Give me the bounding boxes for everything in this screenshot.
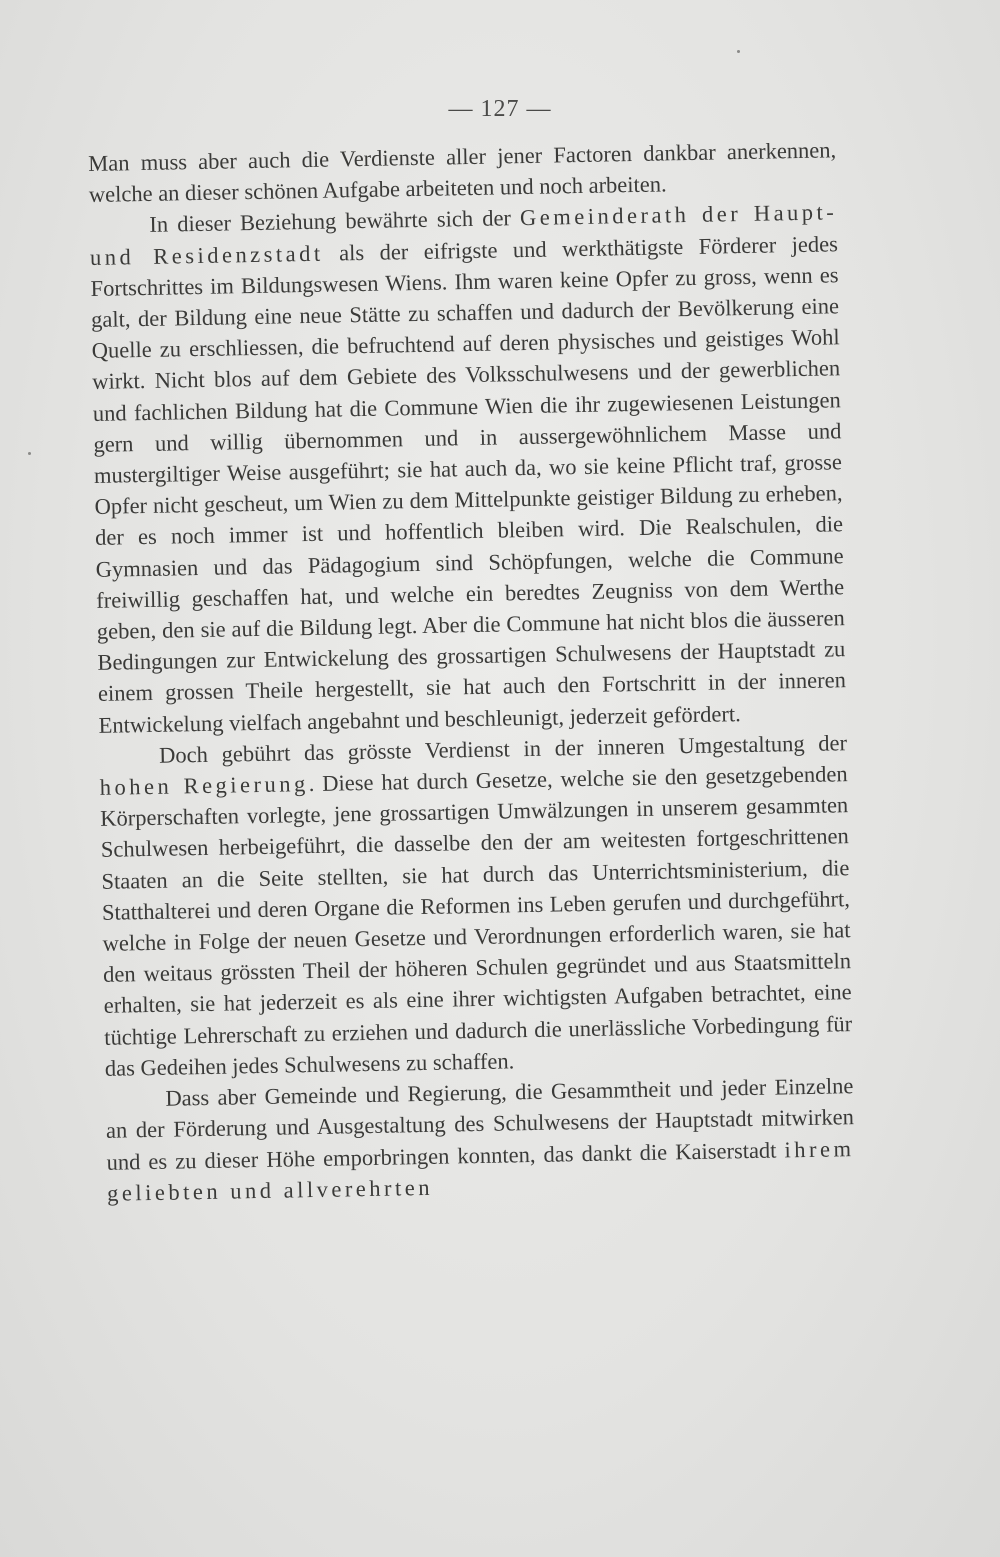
- text-run: Doch gebührt das grösste Verdienst in der inneren Umgestaltung der: [158, 730, 848, 768]
- paragraph: [89, 197, 847, 741]
- body-text: [88, 134, 855, 1208]
- text-run: In dieser Beziehung bewährte sich der: [149, 205, 521, 238]
- paper-speck: [737, 50, 740, 53]
- text-run: Dass aber Gemeinde und Regierung, die Gesammtheit und jeder Einzelne an der Förderung und Ausgestaltung des Schulwesens der Hauptstadt mitwirken und es zu dieser Höhe emporbringen konnten, das dankt die Kaiserstadt: [105, 1073, 855, 1175]
- text-run: . Diese hat durch Gesetze, welche sie den gesetzgebenden Körperschaften vorlegte, jene grossartigen Umwälzungen in unserem gesammten Schulwesen herbeigeführt, die dasselbe den der am weitesten fortgeschrittenen Staaten an die Seite stellten, sie hat durch das Unterrichtsministerium, die Statthalterei und deren Organe die Reformen ins Leben gerufen und durchgeführt, welche in Folge der neuen Gesetze und Verordnungen erforderlich waren, sie hat den weitaus grössten Theil der höheren Schulen gegründet und aus Staatsmitteln erhalten, sie hat jederzeit es als eine ihrer wichtigsten Aufgaben betrachtet, eine tüchtige Lehrerschaft zu erziehen und dadurch die unerlässliche Vorbedingung für das Gedeihen jedes Schulwesens zu schaffen.: [100, 761, 853, 1081]
- text-run: Man muss aber auch die Verdienste aller jener Factoren dankbar anerkennen, welche an dieser schönen Aufgabe arbeiteten und noch arbeiten.: [88, 137, 837, 208]
- paper-speck: [28, 452, 31, 455]
- emphasized-text: hohen Regierung: [99, 771, 309, 800]
- page-number: — 127 —: [448, 96, 552, 122]
- paragraph: [99, 727, 853, 1084]
- paragraph: [105, 1070, 855, 1208]
- text-run: als der eifrigste und werkthätigste Förderer jedes Fortschrittes im Bildungswesen Wiens. Ihm waren keine Opfer zu gross, wenn es galt, der Bildung eine neue Stätte zu schaffen und dadurch der Bevölkerung eine Quelle zu erschliessen, die befruchtend auf deren physisches und geistiges Wohl wirkt. Nicht blos auf dem Gebiete des Volksschulwesens und der gewerblichen und fachlichen Bildung hat die Commune Wien die ihr zugewiesenen Leistungen gern und willig übernommen und in aussergewöhnlichem Masse und mustergiltiger Weise ausgeführt; sie hat auch da, wo sie keine Pflicht traf, grosse Opfer nicht gescheut, um Wien zu dem Mittelpunkte geistiger Bildung zu erheben, der es noch immer ist und hoffentlich bleiben wird. Die Realschulen, die Gymnasien und das Pädagogium sind Schöpfungen, welche die Commune freiwillig geschaffen hat, und welche ein beredtes Zeugniss von dem Werthe geben, den sie auf die Bildung legt. Aber die Commune hat nicht blos die äusseren Bedingungen zur Entwickelung des grossartigen Schulwesens der Hauptstadt zu einem grossen Theile hergestellt, sie hat auch den Fortschritt in der inneren Entwickelung vielfach angebahnt und beschleunigt, jederzeit gefördert.: [90, 230, 847, 738]
- emphasized-text: ihrem geliebten und allverehrten: [106, 1135, 855, 1206]
- emphasized-text: Gemeinderath der Haupt- und Residenzstadt: [89, 199, 838, 270]
